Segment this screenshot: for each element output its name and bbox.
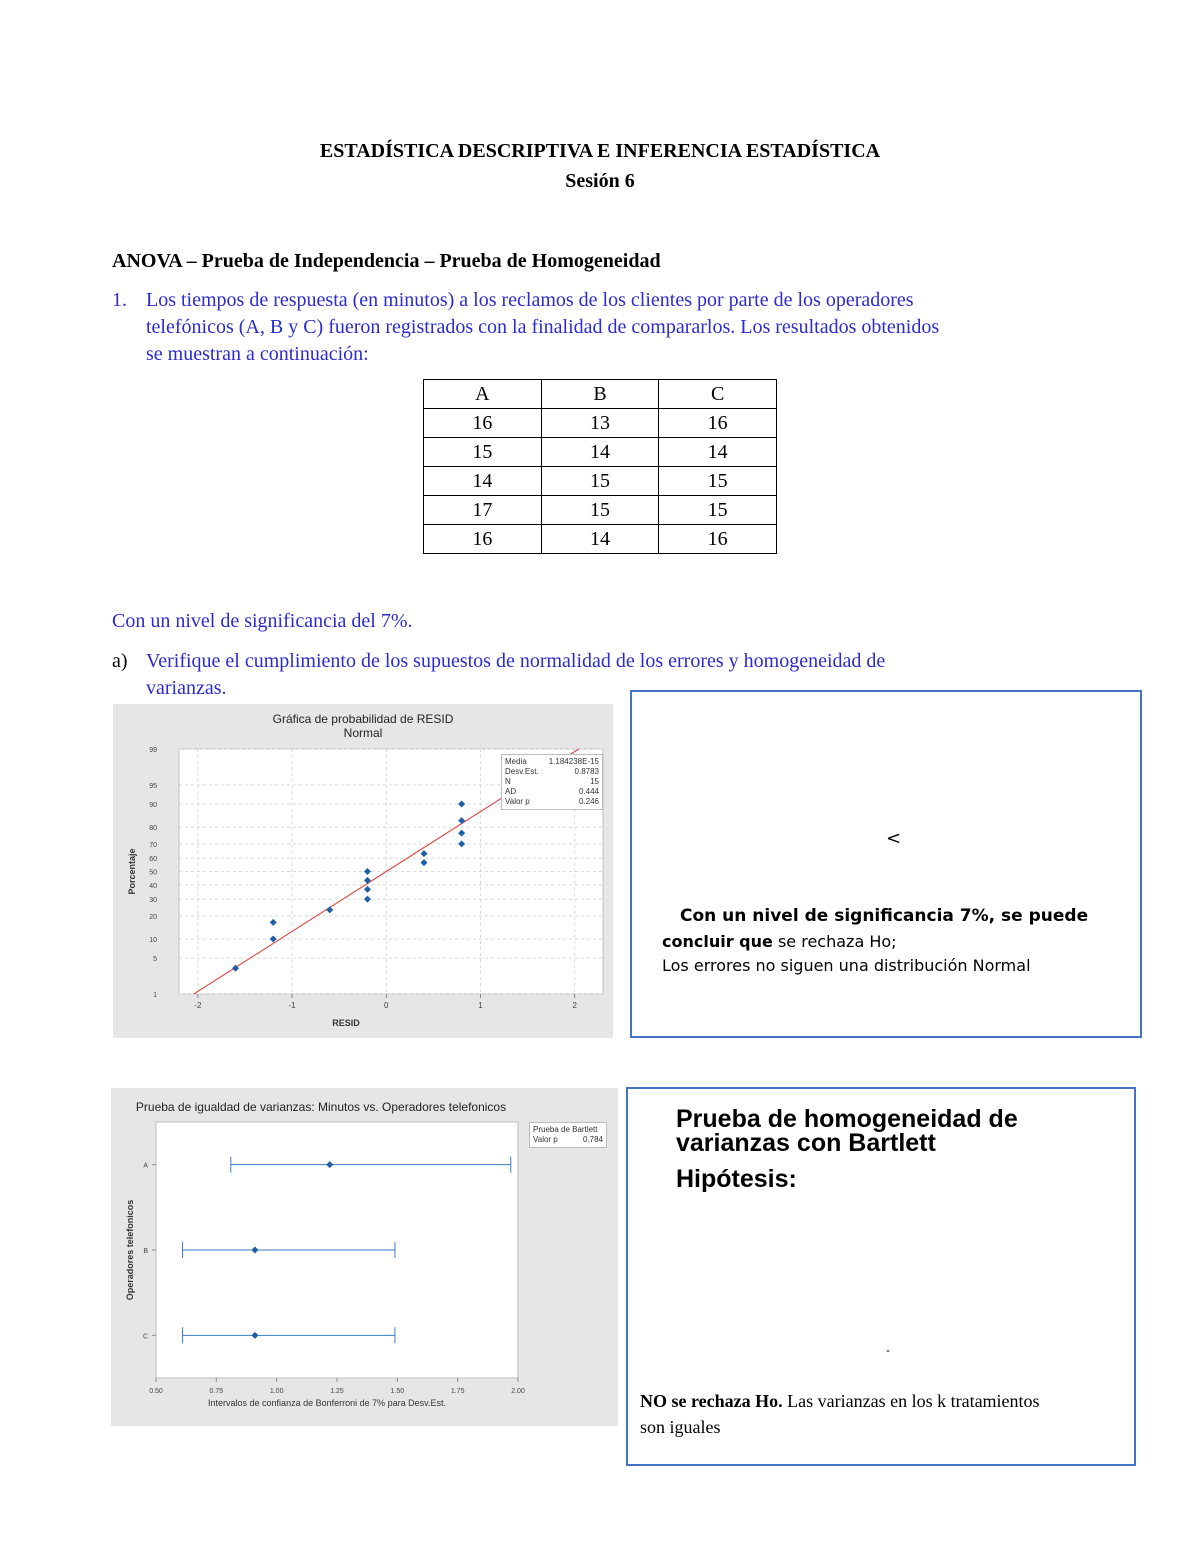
equal-variances-chart — [111, 1088, 618, 1426]
conclusion-line-2 — [662, 932, 897, 951]
table-cell: 13 — [541, 409, 659, 438]
conclusion-line-1: Con un nivel de significancia 7%, se puede — [680, 906, 1089, 926]
table-cell: 14 — [541, 438, 659, 467]
y-tick-label: 10 — [149, 936, 157, 944]
legend-row — [502, 797, 602, 807]
table-cell: 17 — [424, 496, 542, 525]
chart-title: Prueba de igualdad de varianzas: Minutos vs. Operadores telefonicos — [135, 1100, 507, 1114]
table-header: A — [424, 380, 542, 409]
part-a-line-2: varianzas. — [146, 677, 227, 699]
table-row — [424, 409, 777, 438]
y-tick-label: B — [143, 1248, 148, 1255]
chart-title: Gráfica de probabilidad de RESID — [272, 712, 454, 726]
legend-label: Media — [505, 757, 527, 766]
normal-probability-chart — [113, 704, 613, 1038]
y-tick-label: 60 — [149, 856, 157, 864]
normality-conclusion-box — [630, 690, 1142, 1038]
table-row — [424, 525, 777, 554]
table-cell: 16 — [659, 409, 777, 438]
table-row — [424, 438, 777, 467]
normal-legend — [501, 754, 603, 810]
document-subtitle: Sesión 6 — [565, 170, 635, 192]
x-tick-label: 2 — [572, 1001, 577, 1010]
x-tick-label: 1.75 — [450, 1388, 465, 1395]
less-than-symbol: < — [886, 828, 902, 849]
problem-number: 1. — [112, 289, 127, 311]
result-normal-part: Las varianzas en los k tratamientos — [782, 1391, 1040, 1411]
table-cell: 16 — [424, 525, 542, 554]
bartlett-legend — [529, 1122, 607, 1148]
table-cell: 16 — [659, 525, 777, 554]
bartlett-title-2: varianzas con Bartlett — [676, 1129, 936, 1157]
y-tick-label: 50 — [149, 869, 157, 877]
bartlett-title-1: Prueba de homogeneidad de — [676, 1105, 1018, 1133]
table-cell: 15 — [659, 496, 777, 525]
legend-value: 0.444 — [578, 787, 599, 796]
x-tick-label: 1 — [478, 1001, 483, 1010]
legend-row — [502, 767, 602, 777]
y-tick-label: 70 — [149, 841, 157, 849]
x-tick-label: -1 — [288, 1001, 296, 1010]
y-axis-label: Operadores telefonicos — [125, 1199, 135, 1301]
legend-label: AD — [505, 787, 517, 796]
y-tick-label: 95 — [149, 782, 157, 790]
legend-label: Valor p — [505, 797, 530, 806]
result-bold-part: NO se rechaza Ho. — [640, 1391, 783, 1411]
x-tick-label: 1.00 — [269, 1388, 284, 1395]
problem-line-3: se muestran a continuación: — [146, 343, 369, 365]
table-cell: 16 — [424, 409, 542, 438]
legend-row — [502, 777, 602, 787]
table-cell: 15 — [424, 438, 542, 467]
legend-row — [502, 757, 602, 767]
y-tick-label: 40 — [149, 882, 157, 890]
significance-statement: Con un nivel de significancia del 7%. — [112, 610, 413, 632]
y-tick-label: 20 — [149, 913, 157, 921]
y-tick-label: C — [142, 1333, 148, 1341]
legend-row — [502, 787, 602, 797]
y-tick-label: 90 — [149, 802, 157, 810]
part-a-label: a) — [112, 650, 128, 672]
table-header-row — [424, 380, 777, 409]
x-tick-label: 1.25 — [330, 1388, 344, 1395]
x-tick-label: 0.50 — [149, 1388, 163, 1395]
table-row — [424, 467, 777, 496]
x-axis-label: Intervalos de confianza de Bonferroni de 7% para Desv.Est. — [208, 1398, 446, 1408]
legend-row — [530, 1125, 606, 1135]
x-tick-label: 2.00 — [511, 1388, 525, 1395]
y-tick-label: A — [143, 1162, 148, 1170]
table-cell: 15 — [659, 467, 777, 496]
bartlett-result-line-1 — [640, 1391, 1040, 1412]
table-cell: 14 — [424, 467, 542, 496]
y-tick-label: 1 — [153, 992, 157, 999]
table-cell: 15 — [541, 496, 659, 525]
bartlett-box — [626, 1087, 1136, 1466]
x-tick-label: -2 — [194, 1001, 202, 1010]
part-a-line-1: Verifique el cumplimiento de los supuestos de normalidad de los errores y homogeneidad de — [146, 650, 886, 672]
small-dot: - — [886, 1343, 890, 1357]
legend-row — [530, 1135, 606, 1145]
legend-label: N — [505, 777, 511, 786]
x-axis-label: RESID — [332, 1018, 360, 1028]
x-tick-label: 0 — [384, 1001, 389, 1010]
table-cell: 14 — [541, 525, 659, 554]
table-header: B — [541, 380, 659, 409]
problem-line-1: Los tiempos de respuesta (en minutos) a los reclamos de los clientes por parte de los operadores — [146, 289, 914, 311]
data-table — [423, 379, 777, 554]
table-cell: 14 — [659, 438, 777, 467]
table-header: C — [659, 380, 777, 409]
section-title: ANOVA – Prueba de Independencia – Prueba de Homogeneidad — [112, 250, 661, 272]
x-tick-label: 1.50 — [390, 1388, 405, 1395]
legend-value: 1.184238E-15 — [548, 757, 599, 766]
document-title: ESTADÍSTICA DESCRIPTIVA E INFERENCIA ESTADÍSTICA — [319, 140, 881, 162]
bartlett-result-line-2: son iguales — [640, 1417, 721, 1437]
hypothesis-label: Hipótesis: — [676, 1165, 797, 1193]
y-tick-label: 5 — [153, 956, 157, 964]
y-tick-label: 30 — [149, 897, 157, 905]
y-tick-label: 99 — [149, 747, 157, 754]
legend-label: Prueba de Bartlett — [533, 1125, 598, 1134]
legend-label: Valor p — [533, 1135, 558, 1144]
conclusion-line-3: Los errores no siguen una distribución Normal — [662, 956, 1031, 975]
chart-subtitle: Normal — [343, 726, 383, 740]
y-tick-label: 80 — [149, 825, 157, 833]
legend-value: 15 — [590, 777, 599, 786]
conclusion-normal-part: se rechaza Ho; — [772, 932, 897, 951]
legend-value: 0.784 — [582, 1135, 603, 1144]
legend-value: 0.8783 — [574, 767, 599, 776]
problem-line-2: telefónicos (A, B y C) fueron registrados con la finalidad de compararlos. Los resultados obtenidos — [146, 316, 940, 338]
table-cell: 15 — [541, 467, 659, 496]
legend-label: Desv.Est. — [505, 767, 539, 776]
x-tick-label: 0.75 — [209, 1388, 224, 1395]
y-axis-label: Porcentaje — [127, 848, 137, 895]
conclusion-bold-part: concluir que — [662, 932, 773, 951]
legend-value: 0.246 — [578, 797, 599, 806]
table-row — [424, 496, 777, 525]
